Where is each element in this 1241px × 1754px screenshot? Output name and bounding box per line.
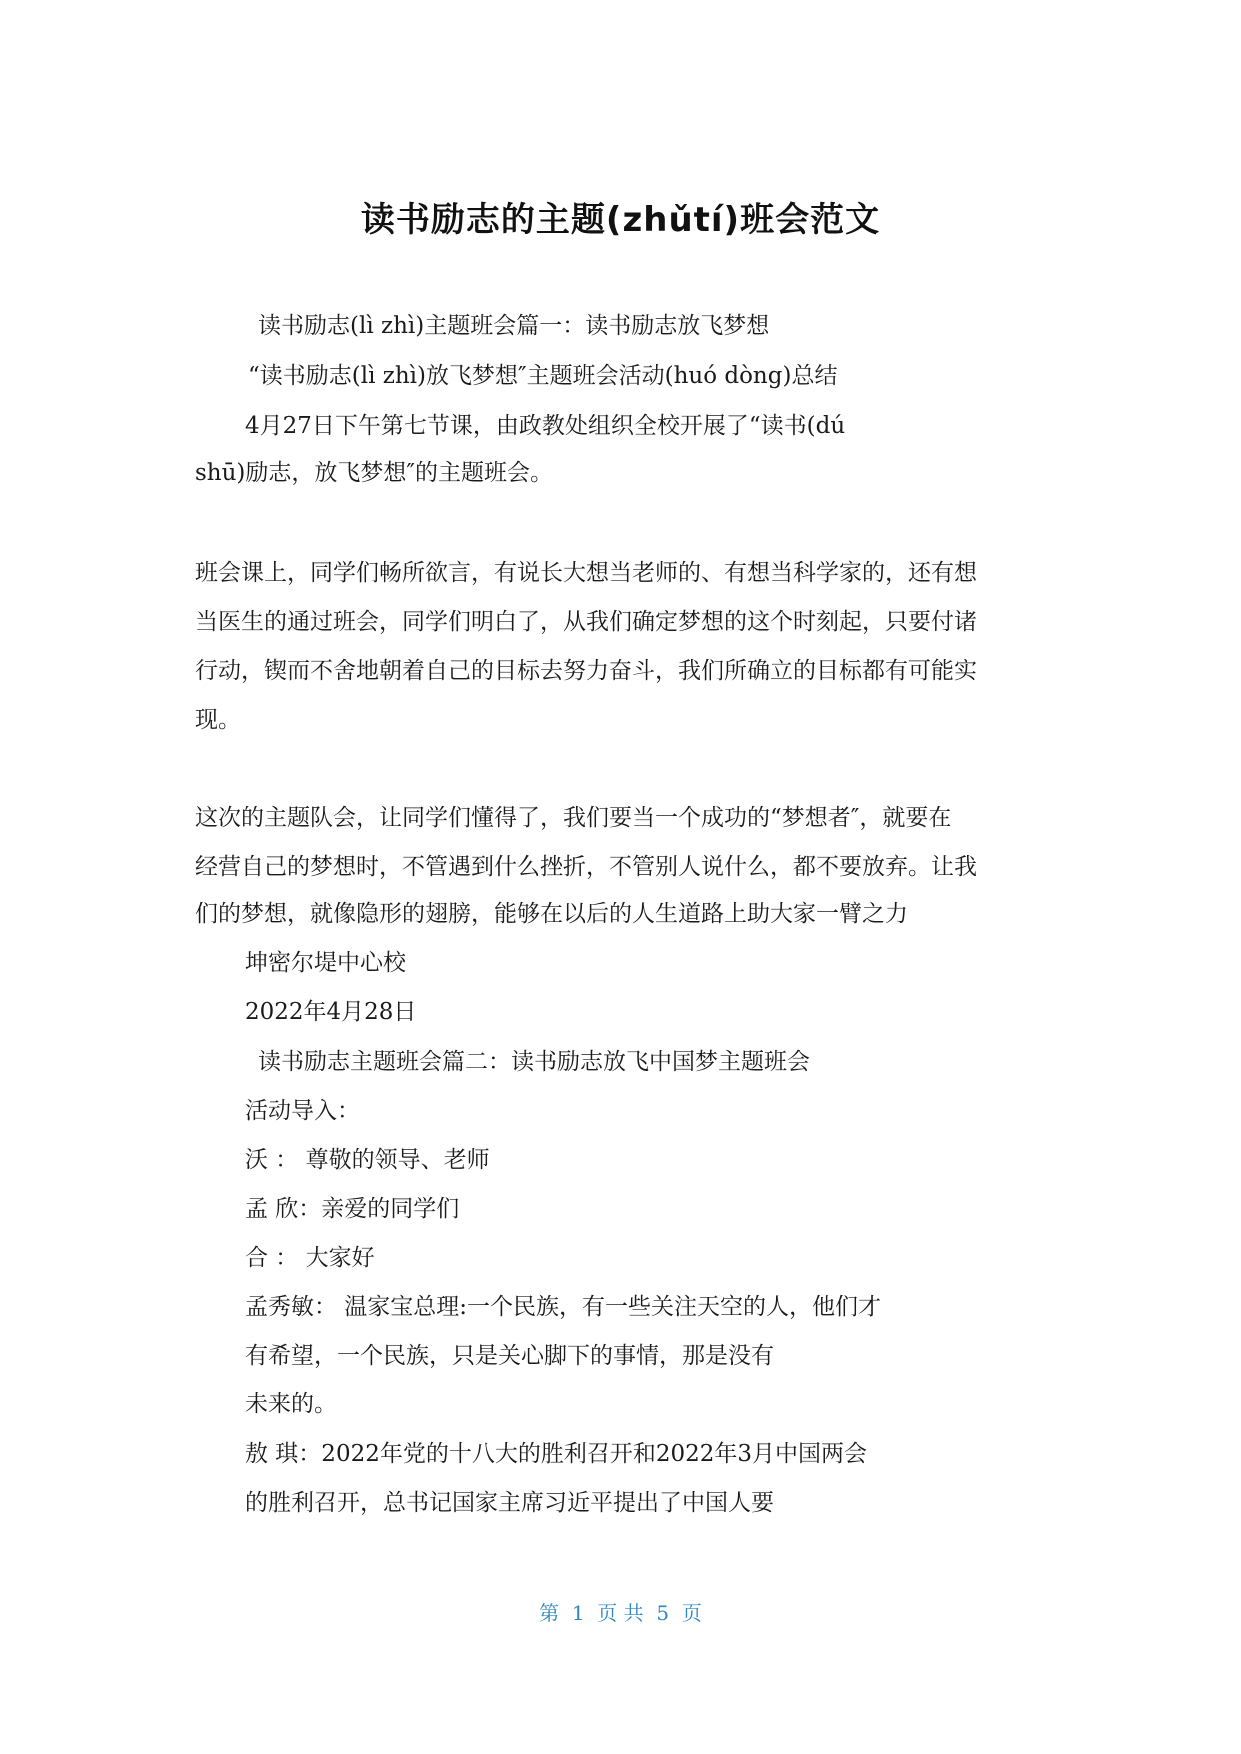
text-line: 合 ： 大家好 bbox=[245, 1245, 375, 1271]
text-line: 们的梦想，就像隐形的翅膀，能够在以后的人生道路上助大家一臂之力 bbox=[195, 901, 908, 927]
text-line: 沃 ： 尊敬的领导、老师 bbox=[245, 1147, 490, 1173]
text-line: 2022年4月28日 bbox=[245, 999, 417, 1025]
text-line: 4月27日下午第七节课，由政教处组织全校开展了“读书(dú bbox=[245, 413, 846, 439]
text-line: 读书励志主题班会篇二：读书励志放飞中国梦主题班会 bbox=[258, 1049, 810, 1075]
text-line: 经营自己的梦想时，不管遇到什么挫折，不管别人说什么，都不要放弃。让我 bbox=[195, 854, 977, 880]
page-number: 第 1 页 共 5 页 bbox=[539, 1601, 702, 1625]
text-line: 未来的。 bbox=[245, 1391, 337, 1417]
text-line: 敖 琪：2022年党的十八大的胜利召开和2022年3月中国两会 bbox=[245, 1441, 868, 1467]
text-line: 这次的主题队会，让同学们懂得了，我们要当一个成功的“梦想者″，就要在 bbox=[195, 805, 952, 831]
text-line: 读书励志(lì zhì)主题班会篇一：读书励志放飞梦想 bbox=[258, 313, 770, 339]
text-line: 活动导入： bbox=[245, 1098, 360, 1124]
text-line: 当医生的通过班会，同学们明白了，从我们确定梦想的这个时刻起，只要付诸 bbox=[195, 609, 977, 635]
text-line: 现。 bbox=[195, 707, 241, 733]
text-line: 孟秀敏： 温家宝总理:一个民族，有一些关注天空的人，他们才 bbox=[245, 1294, 882, 1320]
text-line: 孟 欣：亲爱的同学们 bbox=[245, 1196, 460, 1222]
text-line: 有希望，一个民族，只是关心脚下的事情，那是没有 bbox=[245, 1343, 774, 1369]
text-line: “读书励志(lì zhì)放飞梦想″主题班会活动(huó dòng)总结 bbox=[248, 363, 838, 389]
text-line: 班会课上，同学们畅所欲言，有说长大想当老师的、有想当科学家的，还有想 bbox=[195, 560, 977, 586]
text-line: shū)励志，放飞梦想″的主题班会。 bbox=[195, 460, 553, 486]
document-title: 读书励志的主题(zhǔtí)班会范文 bbox=[360, 200, 881, 240]
text-line: 行动，锲而不舍地朝着自己的目标去努力奋斗，我们所确立的目标都有可能实 bbox=[195, 658, 977, 684]
text-line: 坤密尔堤中心校 bbox=[245, 950, 406, 976]
text-line: 的胜利召开，总书记国家主席习近平提出了中国人要 bbox=[245, 1490, 774, 1516]
